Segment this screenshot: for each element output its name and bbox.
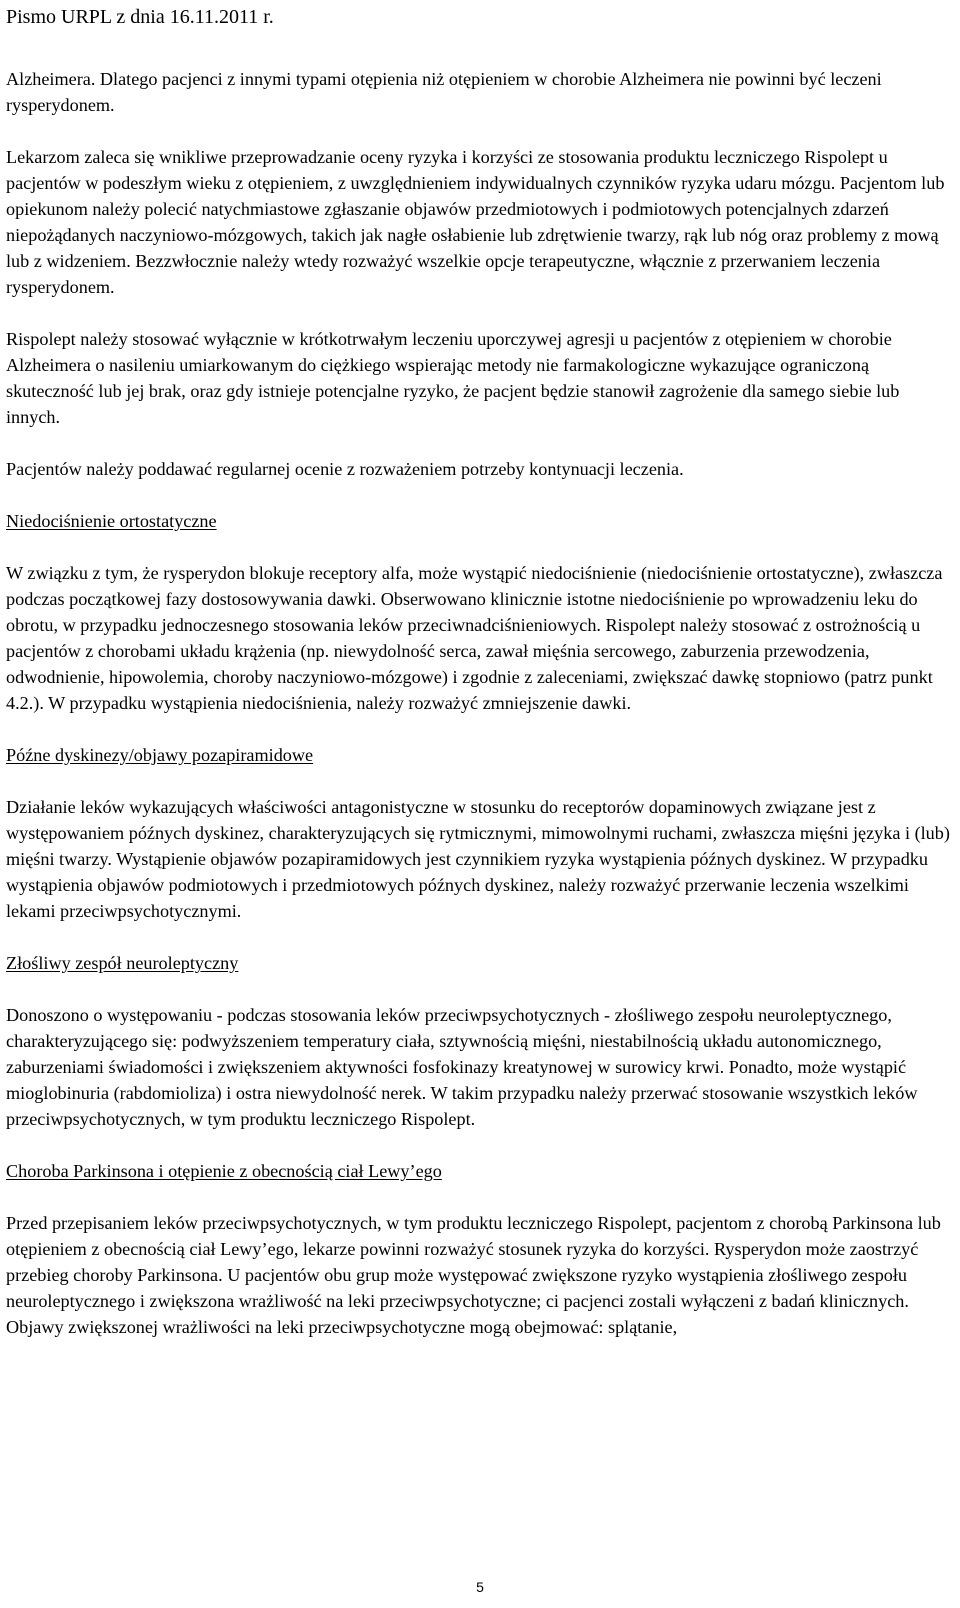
section-body-dyskinesia: Działanie leków wykazujących właściwości antagonistyczne w stosunku do receptorów dopaminowych związane jest z występowaniem późnych dyskinez, charakteryzujących się rytmicznymi, mimowolnymi ruchami, zwłaszcza mięśni języka i (lub) mięśni twarzy. Wystąpienie objawów pozapiramidowych jest czynnikiem ryzyka wystąpienia późnych dyskinez. W przypadku wystąpienia objawów podmiotowych i przedmiotowych późnych dyskinez, należy rozważyć przerwanie leczenia wszelkimi lekami przeciwpsychotycznymi. xyxy=(6,797,950,921)
section-body-nms: Donoszono o występowaniu - podczas stosowania leków przeciwpsychotycznych - złośliwego zespołu neuroleptycznego, charakteryzującego się: podwyższeniem temperatury ciała, sztywnością mięśni, niestabilnością układu autonomicznego, zaburzeniami świadomości i zwiększeniem aktywności fosfokinazy kreatynowej w surowicy krwi. Ponadto, może wystąpić mioglobinuria (rabdomioliza) i ostra niewydolność nerek. W takim przypadku należy przerwać stosowanie wszystkich leków przeciwpsychotycznych, w tym produktu leczniczego Rispolept. xyxy=(6,1005,918,1129)
section-heading-parkinson: Choroba Parkinsona i otępienie z obecnością ciał Lewy’ego xyxy=(6,1161,442,1181)
paragraph-risk-assessment: Lekarzom zaleca się wnikliwe przeprowadzanie oceny ryzyka i korzyści ze stosowania produktu leczniczego Rispolept u pacjentów w podeszłym wieku z otępieniem, z uwzględnieniem indywidualnych czynników ryzyka udaru mózgu. Pacjentom lub opiekunom należy polecić natychmiastowe zgłaszanie objawów przedmiotowych i podmiotowych potencjalnych zdarzeń niepożądanych naczyniowo-mózgowych, takich jak nagłe osłabienie lub zdrętwienie twarzy, rąk lub nóg oraz problemy z mową lub z widzeniem. Bezzwłocznie należy wtedy rozważyć wszelkie opcje terapeutyczne, włącznie z przerwaniem leczenia rysperydonem. xyxy=(6,147,945,297)
section-heading-dyskinesia: Późne dyskinezy/objawy pozapiramidowe xyxy=(6,745,314,765)
section-body-parkinson: Przed przepisaniem leków przeciwpsychotycznych, w tym produktu leczniczego Rispolept, pacjentom z chorobą Parkinsona lub otępieniem z obecnością ciał Lewy’ego, lekarze powinni rozważyć stosunek ryzyka do korzyści. Rysperydon może zaostrzyć przebieg choroby Parkinsona. U pacjentów obu grup może występować zwiększone ryzyko wystąpienia złośliwego zespołu neuroleptycznego i zwiększona wrażliwość na leki przeciwpsychotyczne; ci pacjenci zostali wyłączeni z badań klinicznych. xyxy=(6,1213,941,1311)
paragraph-regular-assessment: Pacjentów należy poddawać regularnej ocenie z rozważeniem potrzeby kontynuacji leczenia. xyxy=(6,459,684,479)
document-header: Pismo URPL z dnia 16.11.2011 r. xyxy=(6,6,274,28)
section-body-hypotension: W związku z tym, że rysperydon blokuje receptory alfa, może wystąpić niedociśnienie (niedociśnienie ortostatyczne), zwłaszcza podczas początkowej fazy dostosowywania dawki. Obserwowano klinicznie istotne niedociśnienie po wprowadzeniu leku do obrotu, w przypadku jednoczesnego stosowania leków przeciwnadciśnieniowych. Rispolept należy stosować z ostrożnością u pacjentów z chorobami układu krążenia (np. niewydolność serca, zawał mięśnia sercowego, zaburzenia przewodzenia, odwodnienie, hipowolemia, choroby naczyniowo-mózgowe) i zgodnie z zaleceniami, zwiększać dawkę stopniowo (patrz punkt 4.2.). W przypadku wystąpienia niedociśnienia, należy rozważyć zmniejszenie dawki. xyxy=(6,563,943,713)
paragraph-rispolept-usage: Rispolept należy stosować wyłącznie w krótkotrwałym leczeniu uporczywej agresji u pacjentów z otępieniem w chorobie Alzheimera o nasileniu umiarkowanym do ciężkiego wspierając metody nie farmakologiczne wykazujące ograniczoną skuteczność lub jej brak, oraz gdy istnieje potencjalne ryzyko, że pacjent będzie stanowił zagrożenie dla samego siebie lub innych. xyxy=(6,329,900,427)
section-heading-hypotension: Niedociśnienie ortostatyczne xyxy=(6,511,217,531)
paragraph-alzheimer-continuation: Alzheimera. Dlatego pacjenci z innymi typami otępienia niż otępieniem w chorobie Alzheimera nie powinni być leczeni rysperydonem. xyxy=(6,69,882,115)
section-heading-nms: Złośliwy zespół neuroleptyczny xyxy=(6,953,239,973)
page-number: 5 xyxy=(476,1579,484,1595)
document-page xyxy=(6,4,950,1340)
section-body-parkinson-continued: Objawy zwiększonej wrażliwości na leki przeciwpsychotyczne mogą obejmować: splątanie, xyxy=(6,1317,678,1337)
